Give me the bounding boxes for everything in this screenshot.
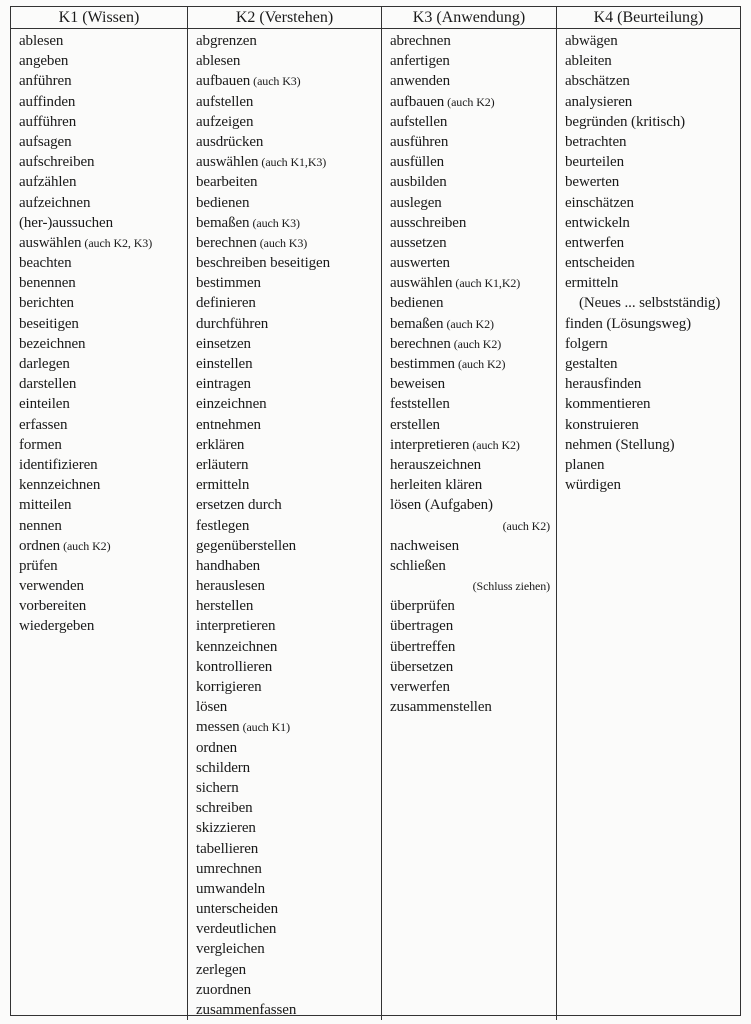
verb-item (565, 334, 740, 354)
verb-item (565, 293, 740, 313)
verb-item (565, 435, 740, 455)
verb-text: berechnen (196, 234, 257, 251)
verb-item (19, 152, 187, 172)
verb-text: bemaßen (196, 214, 250, 231)
verb-item (196, 637, 381, 657)
verb-item (565, 172, 740, 192)
verb-text: herauszeichnen (390, 456, 482, 473)
verb-text: aufstellen (390, 113, 448, 130)
verb-text: würdigen (565, 477, 621, 494)
verb-text: aufzeigen (196, 113, 254, 130)
verb-item (565, 193, 740, 213)
verb-text: abschätzen (565, 73, 630, 90)
verb-item (196, 253, 381, 273)
verb-text: begründen (kritisch) (565, 113, 686, 130)
verb-text: darstellen (19, 376, 77, 393)
verb-text: beurteilen (565, 154, 624, 171)
column-k3 (382, 7, 557, 1020)
verb-text: formen (19, 436, 62, 453)
verb-item (19, 71, 187, 91)
verb-text: interpretieren (196, 618, 276, 635)
verb-item (196, 879, 381, 899)
column-header: K3 (Anwendung) (382, 7, 556, 29)
verb-item (196, 616, 381, 636)
verb-text: ablesen (196, 53, 241, 70)
verb-item (19, 516, 187, 536)
verb-text: wiedergeben (19, 618, 95, 635)
verb-list (557, 29, 740, 495)
verb-text: folgern (565, 335, 608, 352)
verb-text: herleiten klären (390, 477, 483, 494)
verb-text: (Schluss ziehen) (472, 579, 550, 594)
verb-item (390, 31, 556, 51)
verb-text: tabellieren (196, 840, 259, 857)
verb-text: berichten (19, 295, 74, 312)
verb-text: abgrenzen (196, 33, 257, 49)
column-k4 (557, 7, 740, 1020)
verb-text: vergleichen (196, 941, 265, 958)
verb-item (19, 495, 187, 515)
verb-text: entnehmen (196, 416, 261, 433)
verb-item (390, 293, 556, 313)
verb-item (390, 394, 556, 414)
verb-text: identifizieren (19, 456, 98, 473)
verb-text: (Neues ... selbstständig) (579, 295, 721, 312)
verb-text: ablesen (19, 33, 64, 49)
verb-item (19, 415, 187, 435)
verb-text: beachten (19, 255, 72, 272)
verb-item (390, 273, 556, 293)
verb-table (10, 6, 741, 1016)
verb-text: bewerten (565, 174, 620, 191)
verb-item (196, 596, 381, 616)
verb-text: bedienen (390, 295, 444, 312)
verb-text: aufbauen (390, 93, 445, 110)
verb-item (196, 51, 381, 71)
column-k1 (11, 7, 188, 1020)
column-header: K2 (Verstehen) (188, 7, 381, 29)
verb-text: zuordnen (196, 981, 252, 998)
verb-text: auslegen (390, 194, 442, 211)
verb-item (196, 213, 381, 233)
verb-text: zusammenstellen (390, 699, 492, 716)
verb-item (390, 576, 556, 596)
verb-item (390, 233, 556, 253)
verb-item (390, 475, 556, 495)
verb-item (19, 374, 187, 394)
column-k2 (188, 7, 382, 1020)
verb-text: anfertigen (390, 53, 450, 70)
verb-text: entscheiden (565, 255, 635, 272)
verb-item (390, 354, 556, 374)
verb-text: auswählen (390, 275, 453, 292)
verb-item (196, 193, 381, 213)
verb-text: analysieren (565, 93, 633, 110)
verb-note: (auch K2) (447, 94, 495, 109)
verb-text: auswerten (390, 255, 450, 272)
verb-item (196, 334, 381, 354)
verb-item (19, 273, 187, 293)
verb-item (196, 758, 381, 778)
verb-item (390, 132, 556, 152)
verb-item (390, 374, 556, 394)
verb-note: (auch K1,K3) (261, 155, 327, 170)
verb-item (565, 31, 740, 51)
verb-text: prüfen (19, 557, 58, 574)
verb-text: ermitteln (196, 477, 250, 494)
verb-text: messen (196, 719, 240, 736)
verb-text: verwerfen (390, 679, 450, 695)
verb-item (390, 455, 556, 475)
verb-item (390, 112, 556, 132)
verb-text: gegenüberstellen (196, 537, 297, 554)
verb-item (390, 495, 556, 515)
verb-item (565, 273, 740, 293)
verb-text: konstruieren (565, 416, 639, 433)
verb-text: herauslesen (196, 578, 265, 595)
verb-item (565, 233, 740, 253)
verb-item (196, 1000, 381, 1020)
verb-text: auswählen (196, 154, 259, 171)
verb-text: korrigieren (196, 679, 262, 695)
verb-text: kommentieren (565, 396, 651, 413)
verb-text: ordnen (19, 537, 61, 554)
verb-note: (auch K2) (453, 336, 502, 351)
verb-item (196, 475, 381, 495)
verb-item (19, 475, 187, 495)
verb-text: planen (565, 456, 605, 473)
verb-text: aufzählen (19, 174, 77, 191)
verb-item (196, 919, 381, 939)
verb-item (19, 132, 187, 152)
verb-text: ausschreiben (390, 214, 467, 231)
verb-item (19, 213, 187, 233)
verb-item (19, 576, 187, 596)
verb-text: ersetzen durch (196, 497, 282, 514)
verb-item (196, 778, 381, 798)
verb-text: definieren (196, 295, 256, 312)
verb-item (196, 273, 381, 293)
verb-item (19, 293, 187, 313)
verb-text: nachweisen (390, 537, 459, 554)
verb-text: verdeutlichen (196, 921, 277, 938)
verb-text: anwenden (390, 73, 451, 90)
verb-item (565, 253, 740, 273)
verb-item (19, 394, 187, 414)
verb-item (390, 92, 556, 112)
verb-item (390, 213, 556, 233)
verb-item (196, 172, 381, 192)
verb-text: (auch K2) (502, 518, 550, 533)
verb-text: einsetzen (196, 335, 251, 352)
verb-text: bestimmen (196, 275, 261, 292)
verb-text: bearbeiten (196, 174, 258, 191)
verb-text: ermitteln (565, 275, 619, 292)
verb-item (196, 738, 381, 758)
verb-item (565, 152, 740, 172)
verb-text: nennen (19, 517, 62, 534)
column-header: K1 (Wissen) (11, 7, 187, 29)
verb-text: berechnen (390, 335, 451, 352)
verb-text: mitteilen (19, 497, 72, 514)
verb-item (390, 596, 556, 616)
verb-item (390, 556, 556, 576)
verb-item (19, 354, 187, 374)
verb-text: entwerfen (565, 234, 625, 251)
verb-item (565, 51, 740, 71)
verb-item (196, 839, 381, 859)
verb-note: (auch K1) (242, 720, 290, 735)
verb-item (196, 374, 381, 394)
verb-text: aufstellen (196, 93, 254, 110)
verb-item (196, 697, 381, 717)
verb-item (390, 314, 556, 334)
verb-text: verwenden (19, 578, 84, 595)
verb-item (19, 193, 187, 213)
verb-item (565, 112, 740, 132)
verb-text: zusammenfassen (196, 1002, 297, 1018)
verb-item (19, 334, 187, 354)
verb-text: benennen (19, 275, 76, 292)
verb-item (19, 31, 187, 51)
verb-item (196, 980, 381, 1000)
verb-item (19, 556, 187, 576)
verb-text: ausfüllen (390, 154, 445, 171)
verb-item (19, 112, 187, 132)
verb-item (196, 31, 381, 51)
verb-text: nehmen (Stellung) (565, 436, 675, 453)
verb-item (19, 536, 187, 556)
verb-item (196, 717, 381, 737)
verb-note: (auch K1,K2) (455, 276, 521, 291)
verb-item (390, 51, 556, 71)
verb-item (565, 374, 740, 394)
verb-item (19, 455, 187, 475)
verb-text: durchführen (196, 315, 269, 332)
verb-item (390, 616, 556, 636)
verb-item (390, 152, 556, 172)
verb-item (19, 172, 187, 192)
verb-text: aufzeichnen (19, 194, 91, 211)
verb-text: einstellen (196, 356, 253, 372)
verb-text: übersetzen (390, 658, 454, 675)
verb-text: ausdrücken (196, 133, 264, 150)
verb-note: (auch K3) (252, 215, 300, 230)
verb-text: gestalten (565, 356, 618, 372)
verb-item (196, 354, 381, 374)
verb-text: kennzeichnen (196, 638, 278, 655)
verb-note: (auch K3) (253, 74, 301, 89)
verb-item (196, 859, 381, 879)
verb-text: ausbilden (390, 174, 447, 191)
verb-text: kennzeichnen (19, 477, 101, 494)
verb-item (196, 71, 381, 91)
verb-text: beschreiben beseitigen (196, 255, 330, 272)
verb-text: finden (Lösungsweg) (565, 315, 691, 332)
verb-item (390, 193, 556, 213)
verb-item (390, 415, 556, 435)
verb-text: erklären (196, 436, 245, 453)
verb-item (196, 415, 381, 435)
verb-text: schreiben (196, 800, 253, 817)
verb-item (390, 71, 556, 91)
verb-text: vorbereiten (19, 598, 87, 615)
verb-item (19, 314, 187, 334)
verb-item (196, 233, 381, 253)
verb-text: bestimmen (390, 356, 455, 372)
verb-text: entwickeln (565, 214, 630, 231)
verb-item (196, 455, 381, 475)
verb-text: festlegen (196, 517, 250, 534)
verb-item (196, 516, 381, 536)
verb-text: bemaßen (390, 315, 444, 332)
verb-item (565, 455, 740, 475)
verb-text: angeben (19, 53, 69, 70)
verb-item (196, 576, 381, 596)
verb-text: abwägen (565, 33, 618, 49)
verb-list (188, 29, 381, 1020)
verb-item (196, 435, 381, 455)
verb-item (196, 556, 381, 576)
verb-text: erfassen (19, 416, 68, 433)
verb-text: beseitigen (19, 315, 79, 332)
verb-item (19, 616, 187, 636)
verb-text: erläutern (196, 456, 249, 473)
verb-item (19, 596, 187, 616)
verb-note: (auch K3) (259, 235, 308, 250)
verb-item (196, 92, 381, 112)
verb-text: übertreffen (390, 638, 456, 655)
verb-text: darlegen (19, 356, 70, 372)
verb-text: bezeichnen (19, 335, 86, 352)
verb-item (19, 51, 187, 71)
verb-item (390, 172, 556, 192)
verb-item (196, 899, 381, 919)
verb-text: abrechnen (390, 33, 451, 49)
verb-text: bedienen (196, 194, 250, 211)
verb-text: ausführen (390, 133, 449, 150)
verb-item (196, 495, 381, 515)
verb-item (196, 536, 381, 556)
verb-item (390, 536, 556, 556)
verb-text: einschätzen (565, 194, 634, 211)
verb-item (196, 939, 381, 959)
verb-text: (her-)aussuchen (19, 214, 113, 231)
verb-item (196, 152, 381, 172)
verb-text: aufführen (19, 113, 77, 130)
verb-text: skizzieren (196, 820, 256, 837)
verb-text: beweisen (390, 376, 446, 393)
verb-text: ableiten (565, 53, 612, 70)
verb-item (390, 697, 556, 717)
verb-text: auffinden (19, 93, 76, 110)
verb-item (565, 475, 740, 495)
verb-item (19, 92, 187, 112)
verb-item (565, 132, 740, 152)
verb-text: sichern (196, 779, 239, 796)
verb-item (196, 293, 381, 313)
verb-item (390, 334, 556, 354)
verb-text: handhaben (196, 557, 261, 574)
verb-text: umrechnen (196, 860, 262, 877)
verb-item (390, 253, 556, 273)
verb-text: lösen (196, 699, 228, 716)
verb-list (11, 29, 187, 637)
verb-item (565, 71, 740, 91)
verb-item (565, 314, 740, 334)
verb-text: auswählen (19, 234, 82, 251)
verb-text: aufschreiben (19, 154, 95, 171)
verb-text: eintragen (196, 376, 251, 393)
verb-text: anführen (19, 73, 72, 90)
table-grid (11, 7, 740, 1018)
verb-note: (auch K2) (63, 538, 111, 553)
verb-item (390, 637, 556, 657)
verb-item (565, 354, 740, 374)
verb-text: umwandeln (196, 880, 266, 897)
verb-text: betrachten (565, 133, 627, 150)
verb-item (565, 213, 740, 233)
verb-item (196, 132, 381, 152)
verb-text: ordnen (196, 739, 238, 756)
verb-item (390, 435, 556, 455)
verb-item (390, 516, 556, 536)
verb-text: aufbauen (196, 73, 251, 90)
verb-text: kontrollieren (196, 658, 273, 675)
verb-item (196, 818, 381, 838)
verb-note: (auch K2) (446, 316, 494, 331)
verb-text: herstellen (196, 598, 254, 615)
verb-item (196, 798, 381, 818)
verb-text: feststellen (390, 396, 450, 413)
verb-text: zerlegen (196, 961, 246, 978)
verb-item (196, 960, 381, 980)
verb-text: herausfinden (565, 376, 642, 393)
verb-item (565, 415, 740, 435)
verb-note: (auch K2) (472, 437, 520, 452)
verb-item (390, 657, 556, 677)
verb-text: aufsagen (19, 133, 72, 150)
verb-item (19, 435, 187, 455)
column-header: K4 (Beurteilung) (557, 7, 740, 29)
verb-item (565, 394, 740, 414)
verb-item (19, 253, 187, 273)
verb-text: überprüfen (390, 598, 455, 615)
verb-item (196, 394, 381, 414)
verb-item (196, 677, 381, 697)
verb-item (19, 233, 187, 253)
verb-text: schildern (196, 759, 251, 776)
verb-text: interpretieren (390, 436, 470, 453)
verb-text: schließen (390, 557, 446, 574)
verb-text: aussetzen (390, 234, 447, 251)
verb-text: erstellen (390, 416, 440, 433)
verb-text: übertragen (390, 618, 454, 635)
verb-note: (auch K2) (457, 357, 506, 371)
verb-text: einzeichnen (196, 396, 267, 413)
verb-item (196, 657, 381, 677)
verb-item (196, 112, 381, 132)
verb-note: (auch K2, K3) (84, 235, 153, 250)
verb-list (382, 29, 556, 717)
verb-item (390, 677, 556, 697)
verb-item (196, 314, 381, 334)
verb-item (565, 92, 740, 112)
verb-text: lösen (Aufgaben) (390, 497, 493, 514)
verb-text: einteilen (19, 396, 70, 413)
verb-text: unterscheiden (196, 901, 278, 918)
